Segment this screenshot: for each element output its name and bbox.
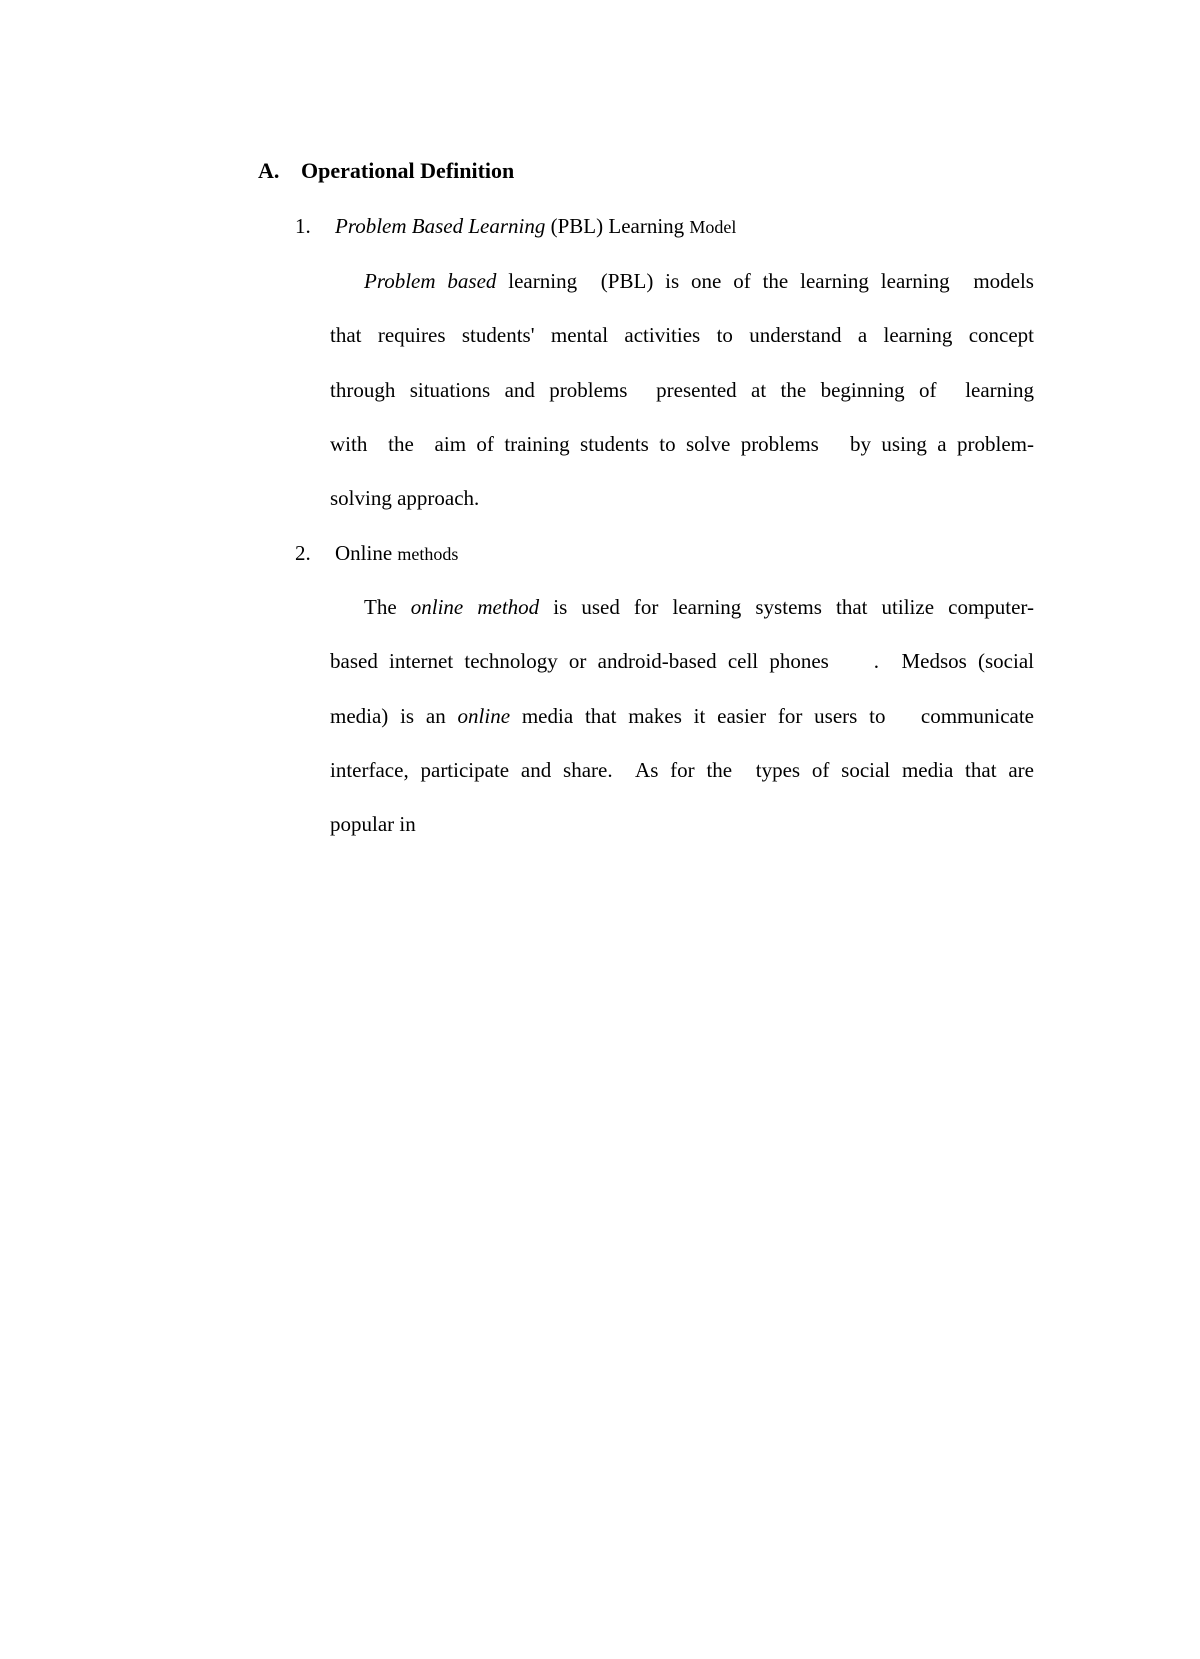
paragraph-line	[330, 471, 1034, 525]
paragraph-line	[330, 634, 1034, 688]
section-title: Operational Definition	[301, 158, 515, 183]
item-2-title-plain: Online	[335, 541, 398, 565]
paragraph-text: media that makes it easier for users to communicate	[510, 703, 1034, 728]
paragraph-line	[330, 743, 1034, 797]
item-2-paragraph	[330, 580, 1034, 851]
paragraph-line	[330, 254, 1034, 308]
paragraph-italic-text: Problem based	[364, 269, 497, 293]
paragraph-line	[330, 363, 1034, 417]
item-1-title-small: Model	[689, 217, 737, 237]
item-1-title	[295, 212, 736, 241]
item-1-number: 1.	[295, 214, 311, 238]
item-2-title-small: methods	[397, 544, 459, 564]
section-letter: A.	[258, 158, 280, 183]
item-1-title-rest: (PBL) Learning	[545, 214, 690, 238]
paragraph-text: with the aim of training students to solve problems by using a problem-	[330, 431, 1034, 456]
paragraph-line	[330, 417, 1034, 471]
paragraph-italic-text: online method	[410, 595, 540, 619]
paragraph-text: popular in	[330, 812, 416, 837]
paragraph-line	[330, 308, 1034, 362]
paragraph-line	[330, 580, 1034, 634]
item-1-paragraph	[330, 254, 1034, 525]
paragraph-line	[330, 689, 1034, 743]
paragraph-text: is used for learning systems that utilize computer-	[539, 595, 1034, 619]
item-2-number: 2.	[295, 541, 311, 565]
paragraph-text: based internet technology or android-based cell phones . Medsos (social	[330, 649, 1034, 674]
paragraph-text: through situations and problems presented at the beginning of learning	[330, 377, 1034, 402]
paragraph-text: that requires students' mental activities to understand a learning concept	[330, 323, 1034, 348]
item-2-title	[295, 539, 458, 568]
paragraph-text: The	[364, 595, 411, 619]
paragraph-line	[330, 797, 1034, 851]
paragraph-text: interface, participate and share. As for the types of social media that are	[330, 757, 1034, 782]
section-heading	[258, 157, 514, 185]
paragraph-text: solving approach.	[330, 486, 480, 511]
paragraph-text: learning (PBL) is one of the learning learning models	[496, 269, 1034, 293]
paragraph-italic-text: online	[457, 703, 511, 728]
paragraph-text: media) is an	[330, 703, 458, 728]
item-1-title-italic: Problem Based Learning	[335, 214, 546, 238]
